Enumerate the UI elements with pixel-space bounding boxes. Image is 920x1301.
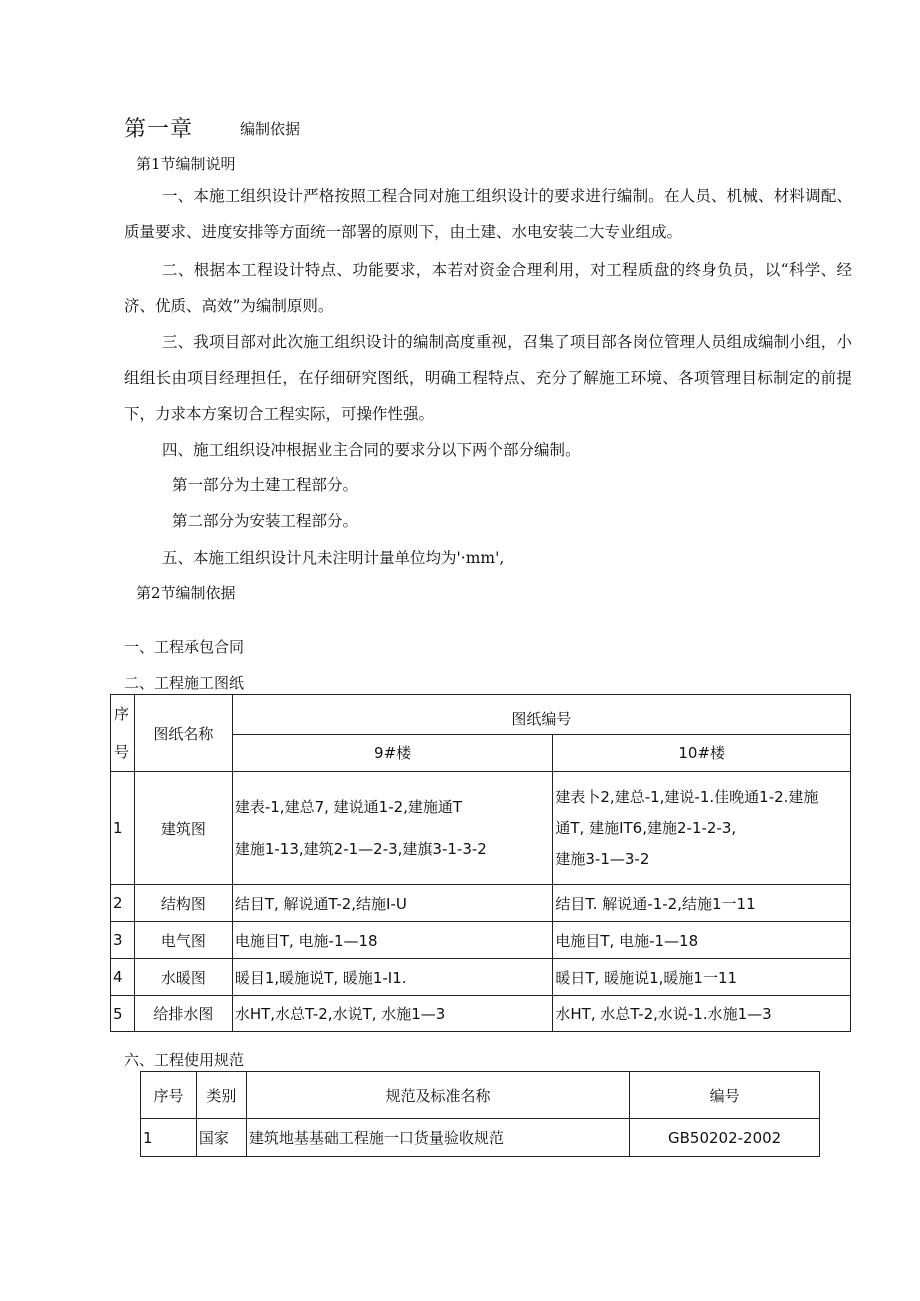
row-name: 水暖图 <box>134 959 232 996</box>
row-building-10: 电施目T, 电施-1—18 <box>553 922 851 959</box>
b10-line: 建施3-1—3-2 <box>555 849 650 868</box>
header-building-9: 9#楼 <box>232 734 553 772</box>
std-row-name: 建筑地基基础工程施一口货量验收规范 <box>246 1119 629 1157</box>
row-building-10: 暖日T, 暖施说1,暖施1一11 <box>553 959 851 996</box>
std-header-seq: 序号 <box>141 1072 197 1119</box>
b9-line: 建表-1,建总7, 建说通1-2,建施通T <box>234 798 463 816</box>
row-name: 给排水图 <box>134 996 232 1032</box>
standards-table <box>140 1071 820 1157</box>
section-1-title: 第1节编制说明 <box>136 155 236 173</box>
chapter-subtitle: 编制依据 <box>240 120 301 138</box>
std-row-code: GB50202-2002 <box>630 1119 820 1157</box>
basis-item-2: 二、工程施工图纸 <box>124 674 245 692</box>
std-header-name: 规范及标准名称 <box>246 1072 629 1119</box>
row-building-9: 水HT,水总T-2,水说T, 水施1—3 <box>232 996 553 1032</box>
paragraph-2: 二、根据本工程设计特点、功能要求，本若对资金合理利用，对工程质盘的终身负员，以“科学、经济、优质、高效”为编制原则。 <box>124 261 852 315</box>
section-2-title: 第2节编制依据 <box>136 584 236 602</box>
b9-line: 建施1-13,建筑2-1—2-3,建旗3-1-3-2 <box>234 840 487 858</box>
row-building-9: 结目T, 解说通T-2,结施I-U <box>232 885 553 922</box>
part-1: 第一部分为土建工程部分。 <box>172 476 359 494</box>
row-seq: 2 <box>111 885 135 922</box>
paragraph-3: 三、我项目部对此次施工组织设计的编制高度重视，召集了项目部各岗位管理人员组成编制小组，小组组长由项目经理担任，在仔细研究图纸，明确工程特点、充分了解施工环境、各项管理目标制定的前提下，力求本方案切合工程实际，可操作性强。 <box>124 333 852 423</box>
row-building-9: 电施目T, 电施-1—18 <box>232 922 553 959</box>
header-name: 图纸名称 <box>134 695 232 772</box>
row-seq: 5 <box>111 996 135 1032</box>
row-seq: 4 <box>111 959 135 996</box>
row-seq: 3 <box>111 922 135 959</box>
row-building-10 <box>553 772 851 885</box>
row-building-9: 暖目1,暖施说T, 暖施1-I1. <box>232 959 553 996</box>
row-name: 结构图 <box>134 885 232 922</box>
row-building-9 <box>232 772 553 885</box>
b10-line: 建表卜2,建总-1,建说-1.佳晚通1-2.建施 <box>555 787 819 806</box>
paragraph-1: 一、本施工组织设计严格按照工程合同对施工组织设计的要求进行编制。在人员、机械、材料调配、质量要求、进度安排等方面统一部署的原则下，由土建、水电安装二大专业组成。 <box>124 187 852 241</box>
row-building-10: 水HT, 水总T-2,水说-1.水施1—3 <box>553 996 851 1032</box>
row-seq: 1 <box>111 772 135 885</box>
chapter-title: 第一章 <box>124 117 194 142</box>
header-number-group: 图纸编号 <box>232 695 850 735</box>
b10-line: 通T, 建施IT6,建施2-1-2-3, <box>555 818 737 837</box>
std-row-category: 国家 <box>196 1119 246 1157</box>
part-2: 第二部分为安装工程部分。 <box>172 512 359 530</box>
row-name: 建筑图 <box>134 772 232 885</box>
header-seq: 序号 <box>111 695 135 772</box>
std-row-seq: 1 <box>141 1119 197 1157</box>
header-building-10: 10#楼 <box>553 734 851 772</box>
paragraph-4: 四、施工组织设冲根据业主合同的要求分以下两个部分编制。 <box>162 441 581 459</box>
standards-heading: 六、工程使用规范 <box>124 1051 245 1069</box>
row-building-10: 结目T. 解说通-1-2,结施1一11 <box>553 885 851 922</box>
std-header-category: 类别 <box>196 1072 246 1119</box>
drawings-table <box>110 694 851 1032</box>
row-name: 电气图 <box>134 922 232 959</box>
unit-note: 五、本施工组织设计凡未注明计量单位均为'·mm', <box>162 549 505 567</box>
basis-item-1: 一、工程承包合同 <box>124 638 245 656</box>
std-header-code: 编号 <box>630 1072 820 1119</box>
